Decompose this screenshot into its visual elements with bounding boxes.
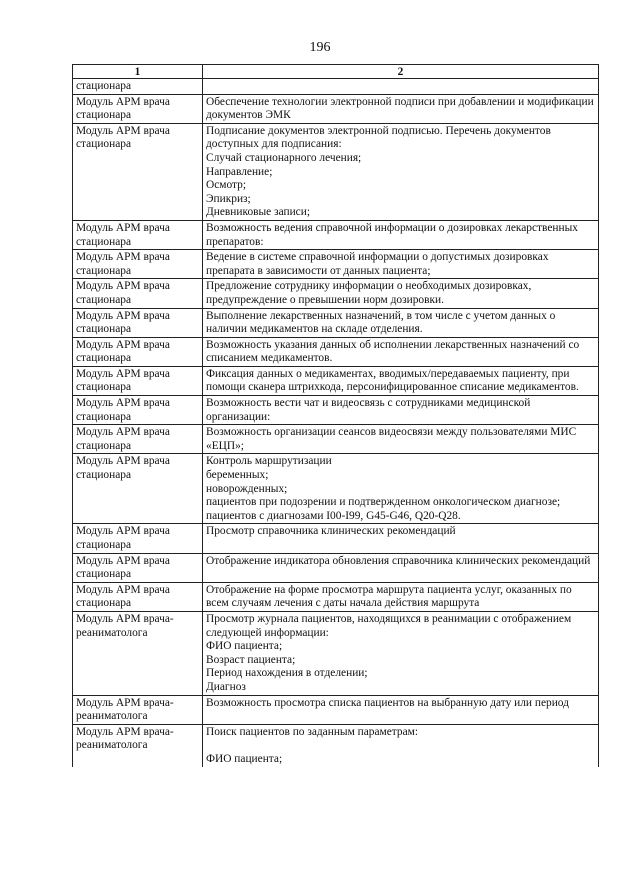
description-line: Фиксация данных о медикаментах, вводимых/передаваемых пациенту, при помощи сканера штрихкода, персонифицированное списание медикаментов. — [206, 367, 579, 394]
description-cell — [203, 582, 599, 611]
description-line: Период нахождения в отделении; — [206, 667, 368, 680]
module-cell: Модуль АРМ врача стационара — [73, 425, 203, 454]
column-header-1: 1 — [73, 65, 203, 79]
table-row — [73, 524, 599, 553]
module-cell: Модуль АРМ врача-реаниматолога — [73, 611, 203, 695]
table-row — [73, 279, 599, 308]
module-cell: Модуль АРМ врача стационара — [73, 366, 203, 395]
description-cell — [203, 123, 599, 220]
module-cell: Модуль АРМ врача стационара — [73, 94, 203, 123]
module-cell: Модуль АРМ врача стационара — [73, 524, 203, 553]
description-line: Возможность организации сеансов видеосвязи между пользователями МИС «ЕЦП»; — [206, 426, 577, 452]
description-line: новорожденных; — [206, 482, 288, 495]
module-cell: Модуль АРМ врача стационара — [73, 582, 203, 611]
description-cell — [203, 425, 599, 454]
description-line: пациентов при подозрении и подтвержденном онкологическом диагнозе; — [206, 496, 561, 509]
description-line: Осмотр; — [206, 179, 247, 192]
description-cell — [203, 396, 599, 425]
table-row — [73, 94, 599, 123]
continued-description-cell — [203, 79, 599, 95]
description-line: Направление; — [206, 165, 273, 178]
table-row — [73, 396, 599, 425]
table-row — [73, 582, 599, 611]
description-line: Возможность вести чат и видеосвязь с сотрудниками медицинской организации: — [206, 397, 531, 423]
description-cell — [203, 366, 599, 395]
description-line — [206, 739, 595, 753]
description-line: Возраст пациента; — [206, 653, 296, 666]
description-line: Отображение на форме просмотра маршрута пациента услуг, оказанных по всем случаям лечения с даты начала действия маршрута — [206, 583, 572, 610]
description-line: Подписание документов электронной подписью. Перечень документов доступных для подписания: — [206, 124, 551, 151]
description-line: Возможность ведения справочной информации о дозировках лекарственных препаратов: — [206, 221, 578, 248]
description-line: ФИО пациента; — [206, 752, 283, 765]
module-cell: Модуль АРМ врача стационара — [73, 123, 203, 220]
description-line: Просмотр журнала пациентов, находящихся в реанимации с отображением следующей информации: — [206, 612, 572, 639]
requirements-table — [72, 64, 599, 767]
table-row — [73, 366, 599, 395]
description-line: Выполнение лекарственных назначений, в том числе с учетом данных о наличии медикаментов на складе отделения. — [206, 309, 556, 336]
table-row — [73, 308, 599, 337]
table-header-row — [73, 65, 599, 79]
module-cell: Модуль АРМ врача стационара — [73, 337, 203, 366]
description-cell — [203, 279, 599, 308]
module-cell: Модуль АРМ врача стационара — [73, 308, 203, 337]
module-cell: Модуль АРМ врача стационара — [73, 279, 203, 308]
description-line: Дневниковые записи; — [206, 206, 310, 219]
description-line: Возможность просмотра списка пациентов на выбранную дату или период — [206, 696, 569, 709]
table-row — [73, 611, 599, 695]
continued-module-cell: стационара — [73, 79, 203, 95]
description-cell — [203, 524, 599, 553]
description-line: Ведение в системе справочной информации о допустимых дозировках препарата в зависимости от данных пациента; — [206, 251, 549, 277]
description-line: Предложение сотруднику информации о необходимых дозировках, предупреждение о превышении норм дозировки. — [206, 280, 532, 306]
description-line: ФИО пациента; — [206, 640, 283, 653]
description-cell — [203, 695, 599, 724]
description-cell — [203, 611, 599, 695]
description-line: Диагноз — [206, 680, 246, 693]
description-line: Отображение индикатора обновления справочника клинических рекомендаций — [206, 554, 591, 567]
module-cell: Модуль АРМ врача стационара — [73, 553, 203, 582]
description-line: Обеспечение технологии электронной подписи при добавлении и модификации документов ЭМК — [206, 95, 594, 122]
description-cell — [203, 454, 599, 524]
table-row — [73, 724, 599, 766]
description-line: Случай стационарного лечения; — [206, 151, 362, 164]
description-cell — [203, 250, 599, 279]
module-cell: Модуль АРМ врача-реаниматолога — [73, 695, 203, 724]
description-line: пациентов с диагнозами I00-I99, G45-G46, Q20-Q28. — [206, 509, 461, 522]
description-line: Контроль маршрутизации — [206, 455, 332, 468]
description-cell — [203, 337, 599, 366]
description-line: Поиск пациентов по заданным параметрам: — [206, 725, 419, 738]
description-cell — [203, 308, 599, 337]
description-line: беременных; — [206, 469, 269, 482]
description-line: Эпикриз; — [206, 192, 251, 205]
table-row — [73, 220, 599, 249]
table-row — [73, 454, 599, 524]
table-row — [73, 123, 599, 220]
continued-row — [73, 79, 599, 95]
description-cell — [203, 220, 599, 249]
module-cell: Модуль АРМ врача стационара — [73, 396, 203, 425]
description-line: Просмотр справочника клинических рекомендаций — [206, 525, 456, 538]
description-cell — [203, 724, 599, 766]
table-row — [73, 425, 599, 454]
module-cell: Модуль АРМ врача стационара — [73, 220, 203, 249]
table-row — [73, 250, 599, 279]
table-row — [73, 553, 599, 582]
module-cell: Модуль АРМ врача стационара — [73, 454, 203, 524]
description-cell — [203, 94, 599, 123]
table-row — [73, 337, 599, 366]
module-cell: Модуль АРМ врача-реаниматолога — [73, 724, 203, 766]
table-row — [73, 695, 599, 724]
column-header-2: 2 — [203, 65, 599, 79]
description-cell — [203, 553, 599, 582]
description-line: Возможность указания данных об исполнении лекарственных назначений со списанием медикаментов. — [206, 338, 580, 365]
page-number: 196 — [309, 40, 331, 55]
module-cell: Модуль АРМ врача стационара — [73, 250, 203, 279]
